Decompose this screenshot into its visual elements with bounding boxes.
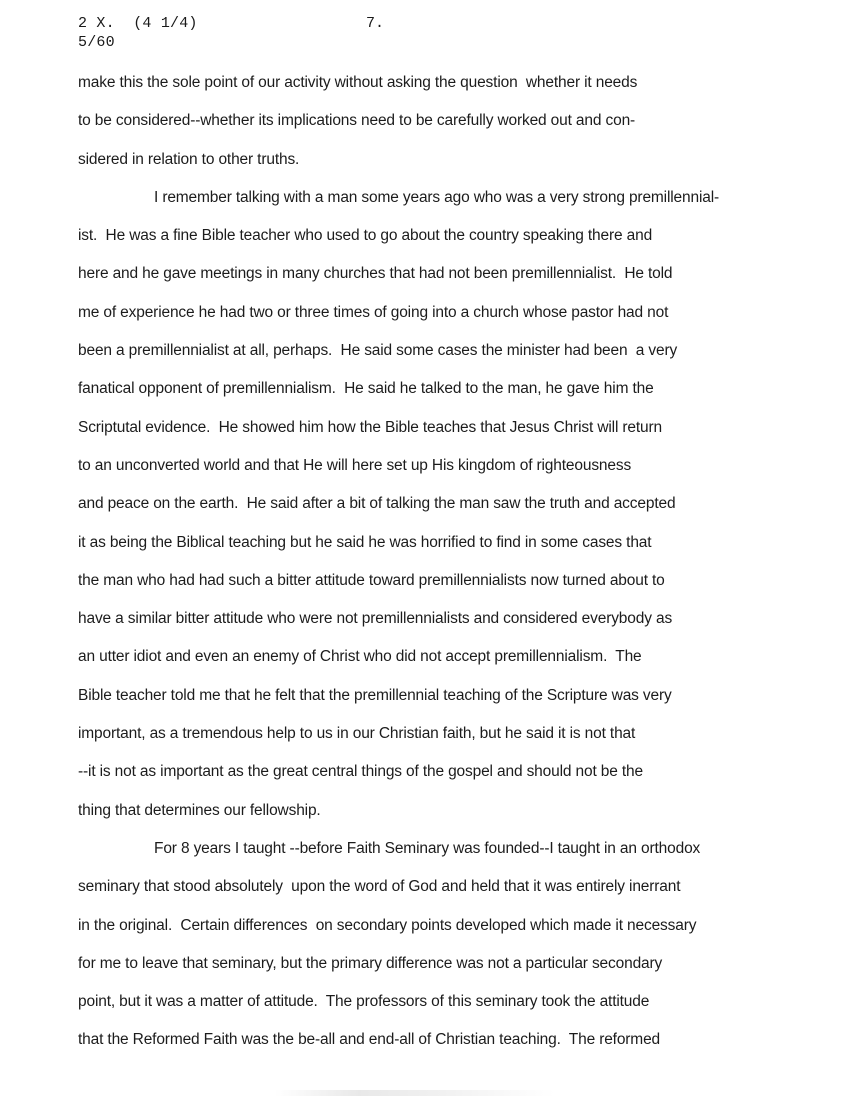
text-line: me of experience he had two or three times of going into a church whose pastor had not bbox=[78, 303, 669, 321]
document-reference: 2 X. (4 1/4) bbox=[78, 15, 198, 32]
text-line: been a premillennialist at all, perhaps. He said some cases the minister had been a very bbox=[78, 342, 678, 360]
text-line: important, as a tremendous help to us in our Christian faith, but he said it is not that bbox=[78, 725, 636, 743]
text-line: fanatical opponent of premillennialism. He said he talked to the man, he gave him the bbox=[78, 380, 654, 398]
text-line: --it is not as important as the great central things of the gospel and should not be the bbox=[78, 763, 643, 781]
paragraph-start-line: I remember talking with a man some years ago who was a very strong premillennial- bbox=[154, 188, 720, 206]
text-line: Bible teacher told me that he felt that the premillennial teaching of the Scripture was very bbox=[78, 686, 672, 704]
text-line: have a similar bitter attitude who were not premillennialists and considered everybody as bbox=[78, 610, 673, 628]
text-line: point, but it was a matter of attitude. The professors of this seminary took the attitude bbox=[78, 993, 650, 1011]
text-line: ist. He was a fine Bible teacher who used to go about the country speaking there and bbox=[78, 227, 653, 245]
document-date: 5/60 bbox=[78, 34, 115, 51]
scan-smudge bbox=[275, 1090, 555, 1096]
text-line: make this the sole point of our activity without asking the question whether it needs bbox=[78, 74, 638, 91]
text-line: sidered in relation to other truths. bbox=[78, 150, 300, 168]
page-number: 7. bbox=[366, 15, 385, 32]
text-line: here and he gave meetings in many churches that had not been premillennialist. He told bbox=[78, 265, 673, 283]
text-line: seminary that stood absolutely upon the word of God and held that it was entirely inerrant bbox=[78, 878, 681, 896]
text-line: for me to leave that seminary, but the primary difference was not a particular secondary bbox=[78, 954, 663, 972]
text-line: that the Reformed Faith was the be-all and end-all of Christian teaching. The reformed bbox=[78, 1031, 661, 1049]
text-line: thing that determines our fellowship. bbox=[78, 801, 321, 819]
document-body bbox=[78, 72, 853, 1068]
text-line: to be considered--whether its implications need to be carefully worked out and con- bbox=[78, 112, 636, 130]
paragraph-start-line: For 8 years I taught --before Faith Seminary was founded--I taught in an orthodox bbox=[154, 839, 701, 857]
text-line: in the original. Certain differences on secondary points developed which made it necessary bbox=[78, 916, 697, 934]
text-line: to an unconverted world and that He will here set up His kingdom of righteousness bbox=[78, 456, 632, 474]
page-header bbox=[78, 14, 198, 52]
text-line: an utter idiot and even an enemy of Christ who did not accept premillennialism. The bbox=[78, 648, 642, 666]
text-line: and peace on the earth. He said after a bit of talking the man saw the truth and accepted bbox=[78, 495, 676, 513]
text-line: Scriptutal evidence. He showed him how the Bible teaches that Jesus Christ will return bbox=[78, 418, 662, 436]
text-line: the man who had had such a bitter attitude toward premillennialists now turned about to bbox=[78, 571, 665, 589]
text-line: it as being the Biblical teaching but he said he was horrified to find in some cases that bbox=[78, 533, 652, 551]
